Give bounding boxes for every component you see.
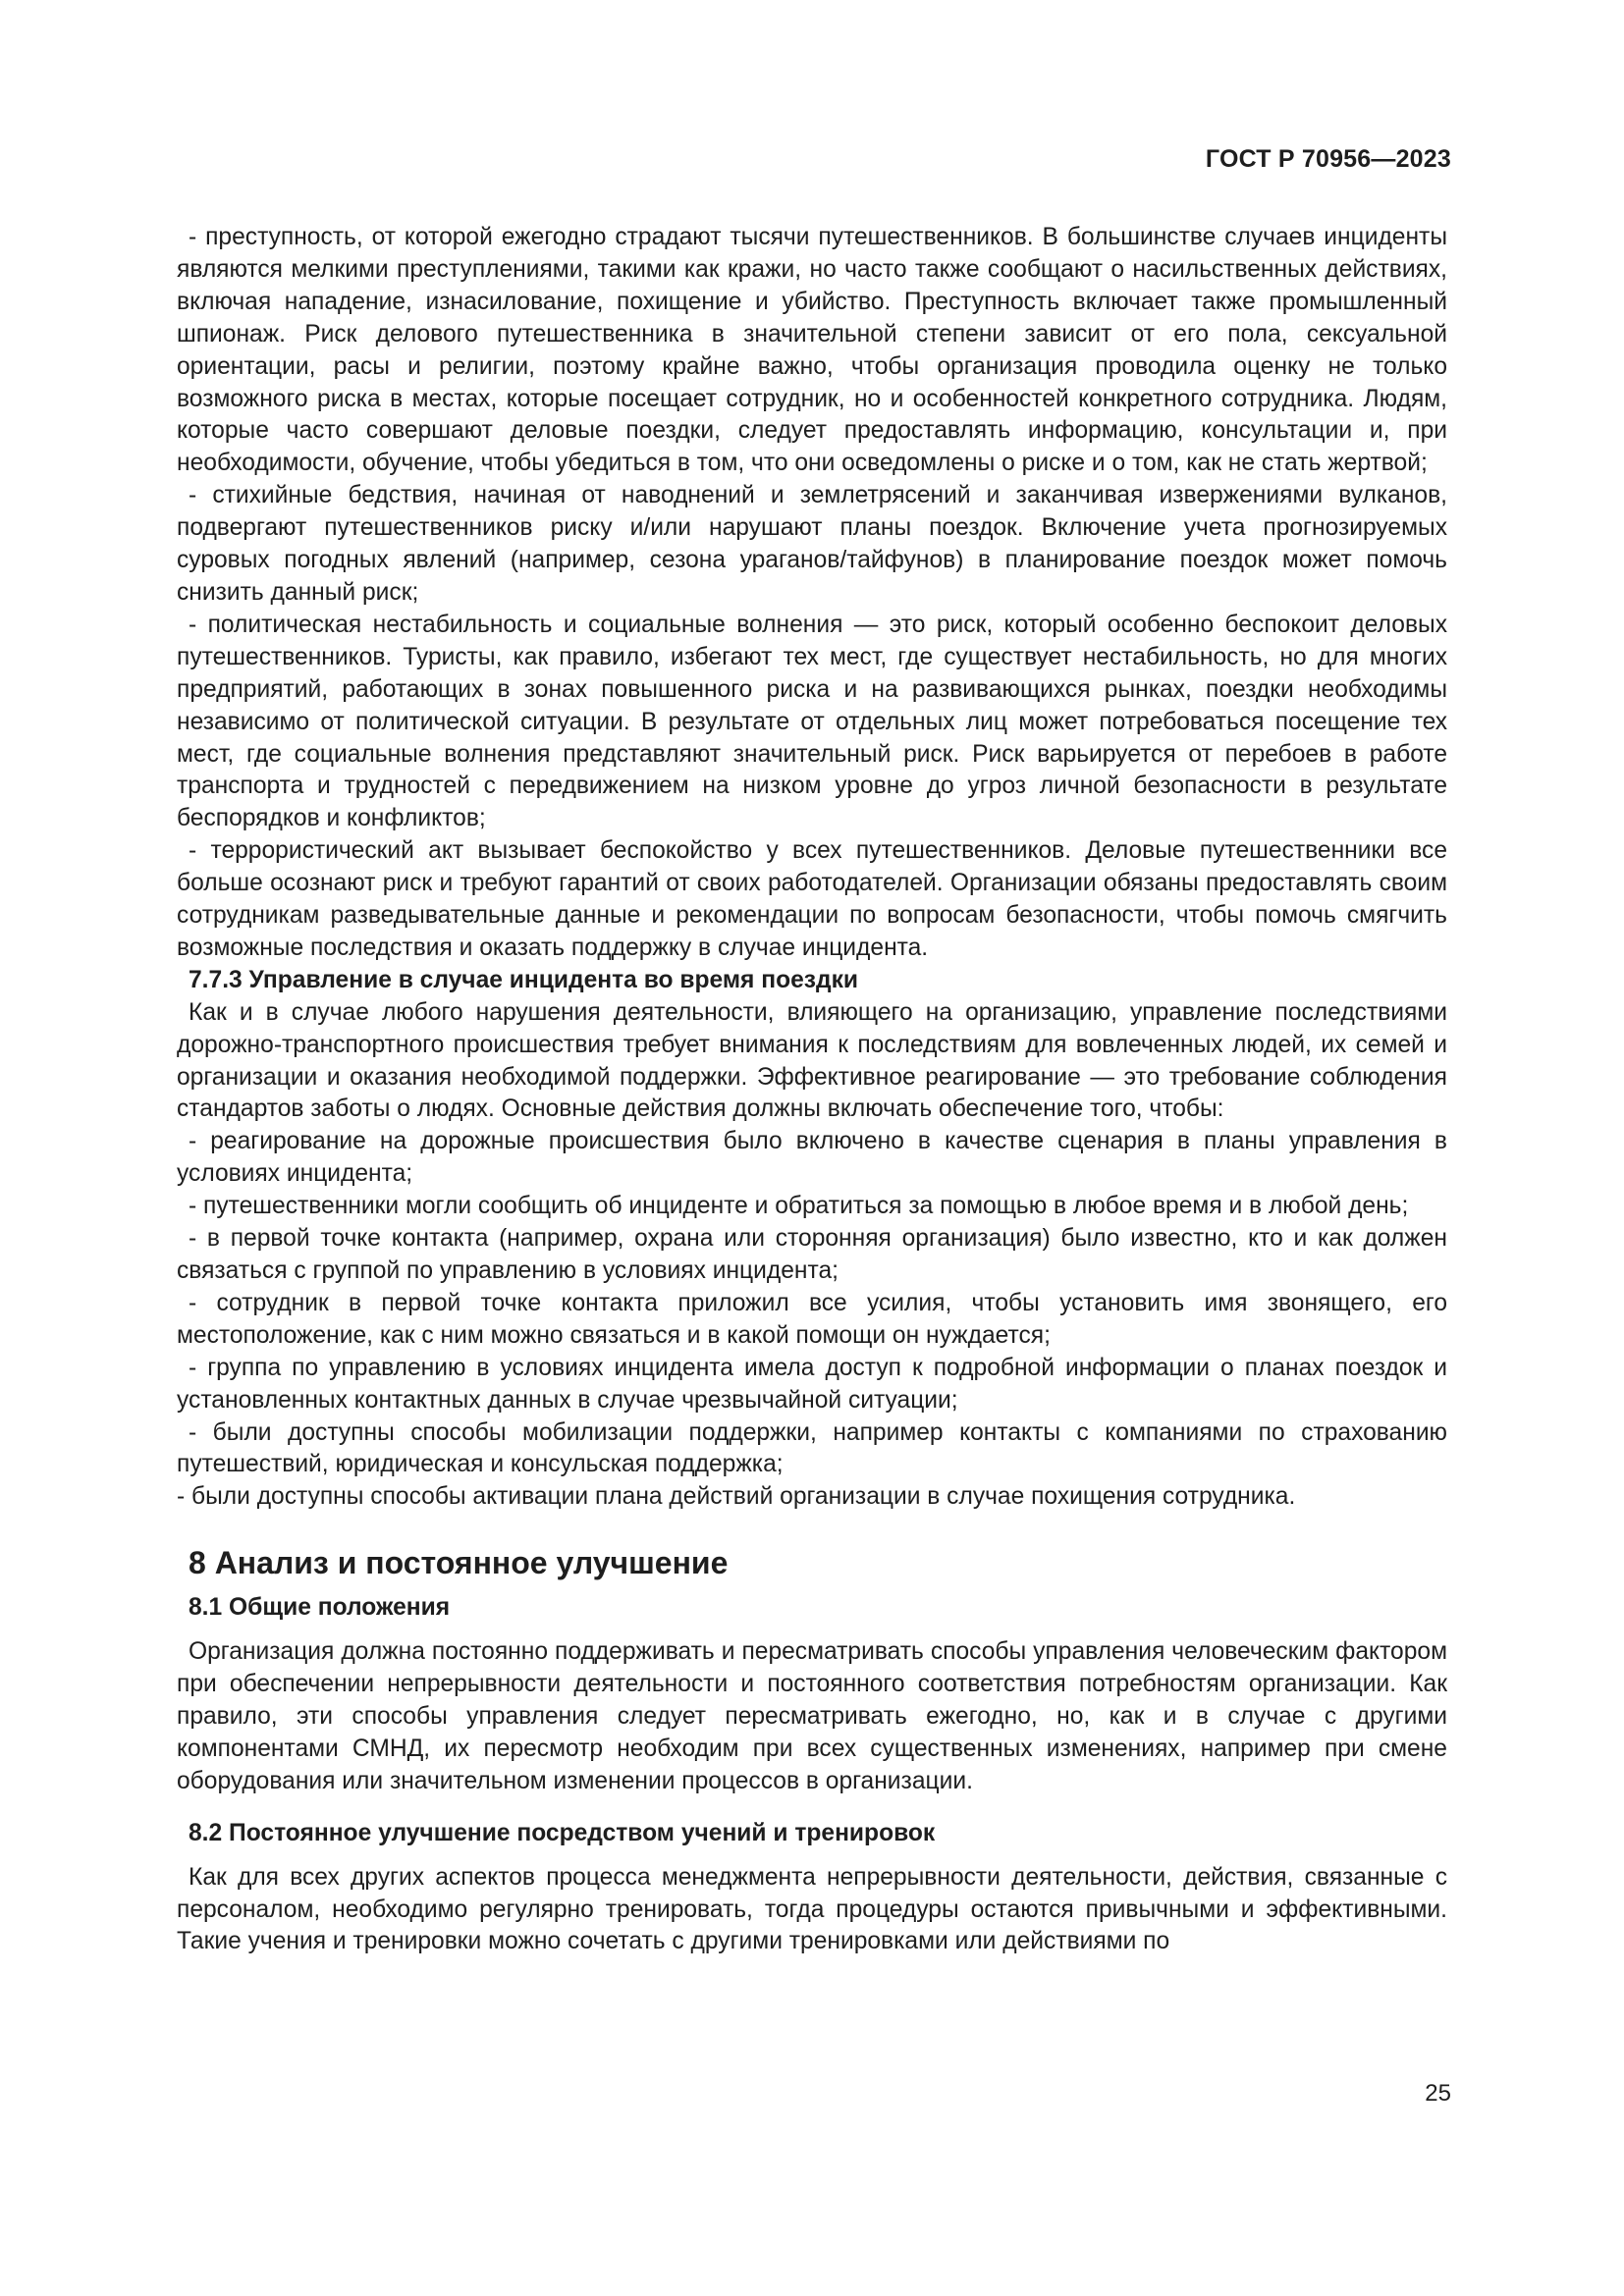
list-item: - сотрудник в первой точке контакта приложил все усилия, чтобы установить имя звонящего, его местоположение, как с ним можно связаться и в какой помощи он нуждается; bbox=[177, 1289, 1447, 1349]
list-item-terrorism: - террористический акт вызывает беспокойство у всех путешественников. Деловые путешественники все больше осознают риск и требуют гарантий от своих работодателей. Организации обязаны предоставлять своим сотрудникам разведывательные данные и рекомендации по вопросам безопасности, чтобы помочь смягчить возможные последствия и оказать поддержку в случае инцидента. bbox=[177, 837, 1447, 961]
list-item: - путешественники могли сообщить об инциденте и обратиться за помощью в любое время и в любой день; bbox=[189, 1193, 1409, 1220]
paragraph-8-1: Организация должна постоянно поддерживать и пересматривать способы управления человеческим фактором при обеспечении непрерывности деятельности и постоянного соответствия потребностям организации. Как правило, эти способы управления следует пересматривать ежегодно, но, как и в случае с другими компонентами СМНД, их пересмотр необходим при всех существенных изменениях, например при смене оборудования или значительном изменении процессов в организации. bbox=[177, 1638, 1447, 1794]
list-item: - в первой точке контакта (например, охрана или сторонняя организация) было известно, кто и как должен связаться с группой по управлению в условиях инцидента; bbox=[177, 1225, 1447, 1284]
list-item-crime: - преступность, от которой ежегодно страдают тысячи путешественников. В большинстве случаев инциденты являются мелкими преступлениями, такими как кражи, но часто также сообщают о насильственных действиях, включая нападение, изнасилование, похищение и убийство. Преступность включает также промышленный шпионаж. Риск делового путешественника в значительной степени зависит от его пола, сексуальной ориентации, расы и религии, поэтому крайне важно, чтобы организация проводила оценку не только возможного риска в местах, которые посещает сотрудник, но и особенностей конкретного сотрудника. Людям, которые часто совершают деловые поездки, следует предоставлять информацию, консультации и, при необходимости, обучение, чтобы убедиться в том, что они осведомлены о риске и о том, как не стать жертвой; bbox=[177, 224, 1447, 477]
heading-7-7-3: 7.7.3 Управление в случае инцидента во время поездки bbox=[189, 966, 859, 993]
heading-8-2: 8.2 Постоянное улучшение посредством учений и тренировок bbox=[189, 1819, 936, 1846]
heading-section-8: 8 Анализ и постоянное улучшение bbox=[189, 1545, 729, 1581]
paragraph-8-2: Как для всех других аспектов процесса менеджмента непрерывности деятельности, действия, связанные с персоналом, необходимо регулярно тренировать, тогда процедуры остаются привычными и эффективными. Такие учения и тренировки можно сочетать с другими тренировками или действиями по bbox=[177, 1863, 1447, 1955]
page-number: 25 bbox=[1425, 2080, 1451, 2107]
page-content bbox=[177, 222, 1447, 1958]
list-item: - были доступны способы активации плана действий организации в случае похищения сотрудника. bbox=[177, 1483, 1296, 1511]
heading-8-1: 8.1 Общие положения bbox=[189, 1594, 451, 1622]
list-item-political-instability: - политическая нестабильность и социальные волнения — это риск, который особенно беспокоит деловых путешественников. Туристы, как правило, избегают тех мест, где существует нестабильность, но для многих предприятий, работающих в зонах повышенного риска и на развивающихся рынках, поездки необходимы независимо от политической ситуации. В результате от отдельных лиц может потребоваться посещение тех мест, где социальные волнения представляют значительный риск. Риск варьируется от перебоев в работе транспорта и трудностей с передвижением на низком уровне до угроз личной безопасности в результате беспорядков и конфликтов; bbox=[177, 611, 1447, 832]
list-item: - были доступны способы мобилизации поддержки, например контакты с компаниями по страхованию путешествий, юридическая и консульская поддержка; bbox=[177, 1418, 1447, 1478]
paragraph-7-7-3-intro: Как и в случае любого нарушения деятельности, влияющего на организацию, управление последствиями дорожно-транспортного происшествия требует внимания к последствиям для вовлеченных людей, их семей и организации и оказания необходимой поддержки. Эффективное реагирование — это требование соблюдения стандартов заботы о людях. Основные действия должны включать обеспечение того, чтобы: bbox=[177, 998, 1447, 1123]
list-item-natural-disasters: - стихийные бедствия, начиная от наводнений и землетрясений и заканчивая извержениями вулканов, подвергают путешественников риску и/или нарушают планы поездок. Включение учета прогнозируемых суровых погодных явлений (например, сезона ураганов/тайфунов) в планирование поездок может помочь снизить данный риск; bbox=[177, 482, 1447, 606]
document-code: ГОСТ Р 70956—2023 bbox=[1205, 145, 1451, 173]
list-item: - группа по управлению в условиях инцидента имела доступ к подробной информации о планах поездок и установленных контактных данных в случае чрезвычайной ситуации; bbox=[177, 1354, 1447, 1414]
list-item: - реагирование на дорожные происшествия было включено в качестве сценария в планы управления в условиях инцидента; bbox=[177, 1128, 1447, 1188]
